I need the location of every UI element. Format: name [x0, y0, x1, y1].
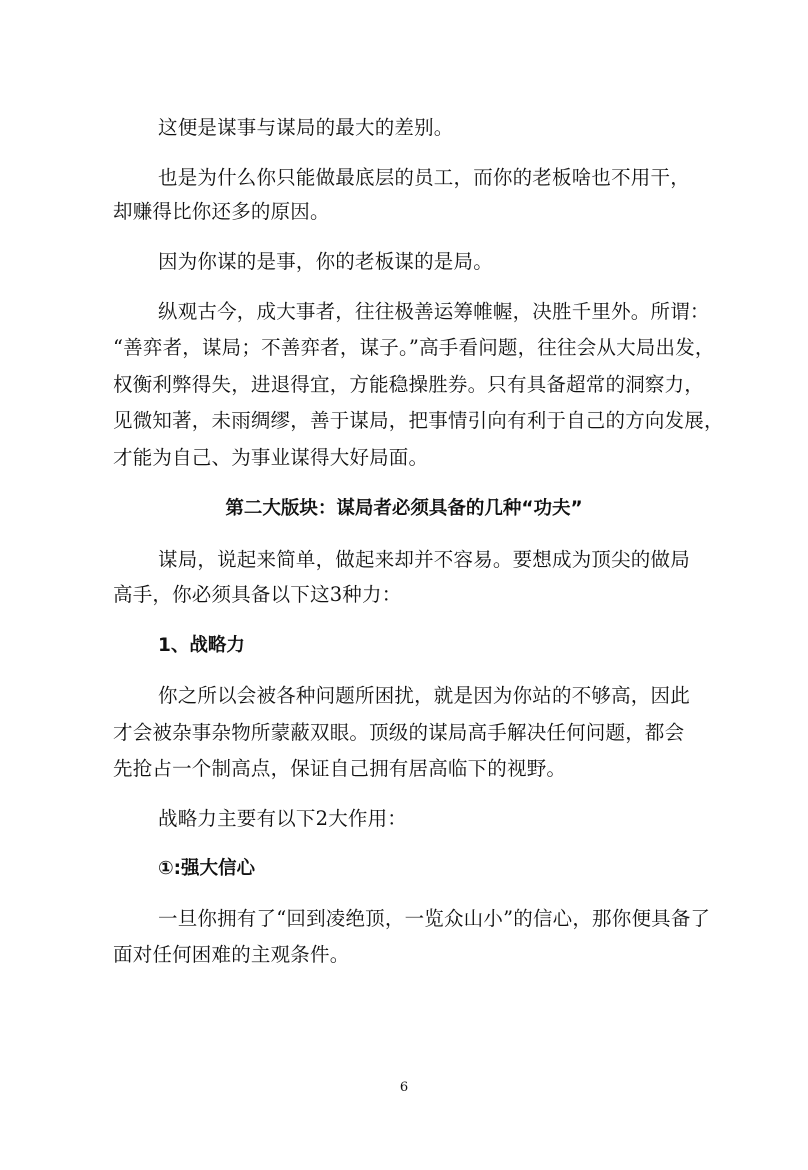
paragraph-line: 却赚得比你还多的原因。 — [113, 200, 330, 223]
paragraph-line: 先抢占一个制高点，保证自己拥有居高临下的视野。 — [113, 757, 567, 780]
page-number: 6 — [399, 1080, 409, 1095]
paragraph-line: 一旦你拥有了“回到凌绝顶，一览众山小”的信心，那你便具备了 — [158, 907, 711, 930]
subsection-heading: 1、战略力 — [158, 635, 245, 656]
paragraph-line: 战略力主要有以下2大作用： — [158, 807, 408, 830]
paragraph-line: 权衡利弊得失，进退得宜，方能稳操胜券。只有具备超常的洞察力， — [113, 373, 705, 396]
subsection-heading: ①:强大信心 — [158, 858, 256, 879]
paragraph-line: 也是为什么你只能做最底层的员工，而你的老板啥也不用干， — [158, 166, 690, 189]
paragraph-line: 才会被杂事杂物所蒙蔽双眼。顶级的谋局高手解决任何问题，都会 — [113, 721, 685, 744]
paragraph-line: 面对任何困难的主观条件。 — [113, 943, 350, 966]
paragraph-line: 这便是谋事与谋局的最大的差别。 — [158, 116, 454, 139]
paragraph-line: 纵观古今，成大事者，往往极善运筹帷幄，决胜千里外。所谓： — [158, 300, 710, 323]
paragraph-line: 你之所以会被各种问题所困扰，就是因为你站的不够高，因此 — [158, 684, 690, 707]
paragraph-line: “善弈者，谋局；不善弈者，谋子。”高手看问题，往往会从大局出发， — [113, 336, 715, 359]
paragraph-line: 因为你谋的是事，你的老板谋的是局。 — [158, 250, 493, 273]
paragraph-line: 见微知著，未雨绸缪，善于谋局，把事情引向有利于自己的方向发展， — [113, 409, 724, 432]
paragraph-line: 谋局，说起来简单，做起来却并不容易。要想成为顶尖的做局 — [158, 548, 690, 571]
section-heading: 第二大版块：谋局者必须具备的几种“功夫” — [225, 498, 583, 519]
paragraph-line: 高手，你必须具备以下这3种力： — [113, 583, 402, 606]
paragraph-line: 才能为自己、为事业谋得大好局面。 — [113, 446, 429, 469]
